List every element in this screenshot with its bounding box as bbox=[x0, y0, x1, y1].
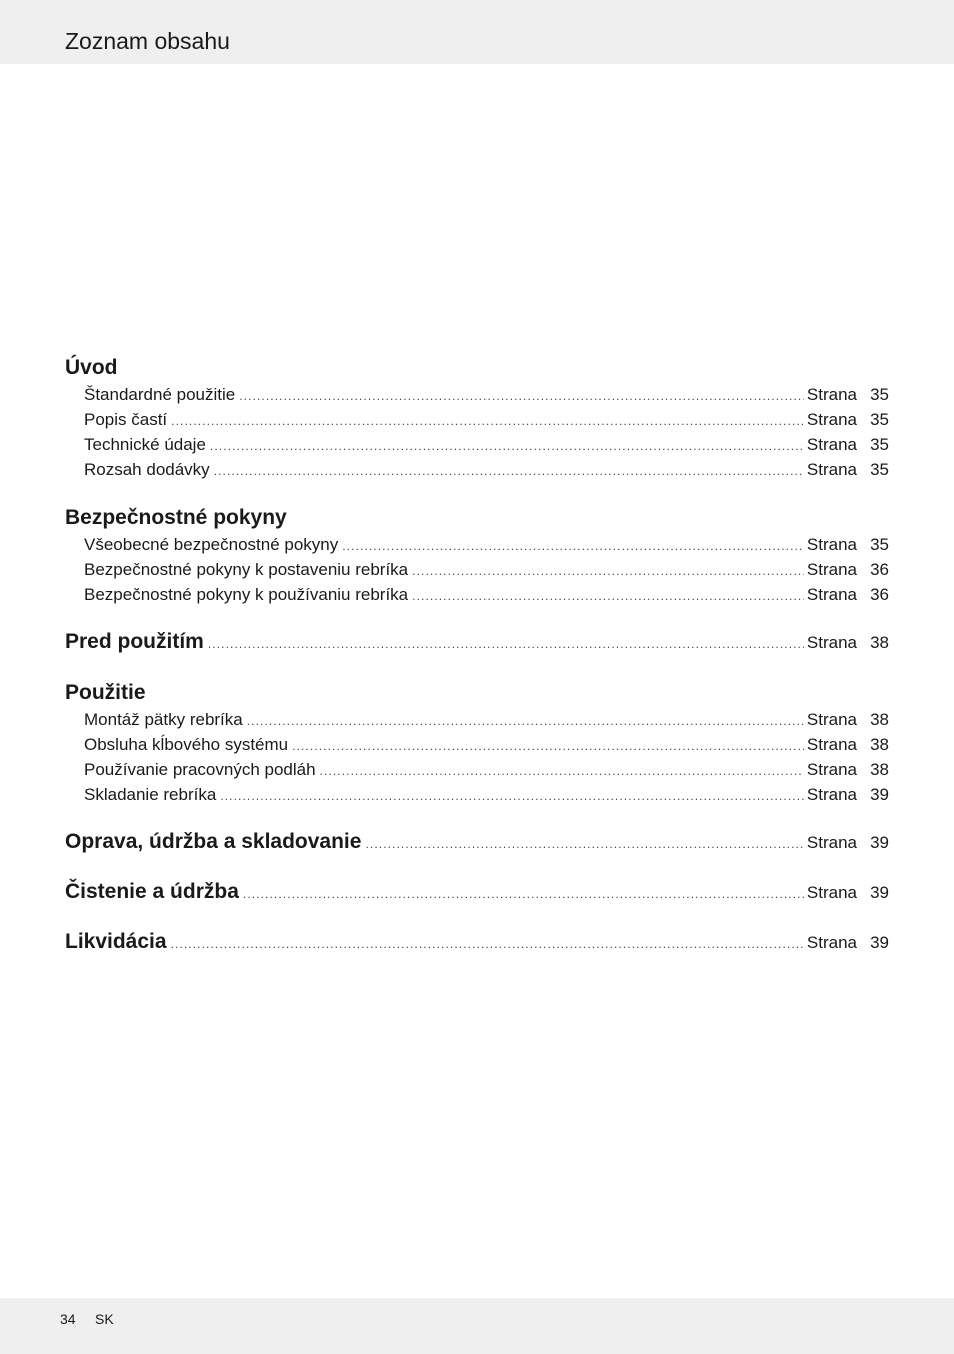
toc-entry[interactable] bbox=[84, 409, 889, 432]
toc-entry[interactable] bbox=[84, 384, 889, 407]
section-heading-pouzitie: Použitie bbox=[65, 681, 146, 704]
page-number: 38 bbox=[870, 735, 889, 754]
toc-section-label: Likvidácia bbox=[65, 930, 167, 953]
dot-leader bbox=[239, 385, 804, 407]
toc-entry-label: Popis častí bbox=[84, 410, 168, 429]
toc-section-entry-pred-pouzitim[interactable] bbox=[65, 631, 889, 655]
toc-entry[interactable] bbox=[84, 534, 889, 557]
page-prefix: Strana bbox=[806, 460, 857, 479]
dot-leader bbox=[342, 535, 804, 557]
footer-page-number: 34 bbox=[60, 1311, 76, 1327]
page-number: 39 bbox=[870, 883, 889, 902]
dot-leader bbox=[214, 460, 804, 482]
page-prefix: Strana bbox=[806, 535, 857, 554]
page-title: Zoznam obsahu bbox=[65, 28, 230, 54]
dot-leader bbox=[243, 883, 804, 905]
toc-entry[interactable] bbox=[84, 559, 889, 582]
page-number: 35 bbox=[870, 385, 889, 404]
page-prefix: Strana bbox=[806, 633, 857, 652]
page-prefix: Strana bbox=[806, 435, 857, 454]
page-prefix: Strana bbox=[806, 585, 857, 604]
toc-section-entry-oprava[interactable] bbox=[65, 831, 889, 855]
toc-entry-label: Používanie pracovných podláh bbox=[84, 760, 316, 779]
toc-entry-label: Bezpečnostné pokyny k používaniu rebríka bbox=[84, 585, 409, 604]
toc-entry[interactable] bbox=[84, 584, 889, 607]
page-number: 38 bbox=[870, 710, 889, 729]
section-heading-bezpecnostne-pokyny: Bezpečnostné pokyny bbox=[65, 506, 287, 529]
page-prefix: Strana bbox=[806, 385, 857, 404]
page-prefix: Strana bbox=[806, 833, 857, 852]
page-number: 38 bbox=[870, 633, 889, 652]
footer-language-code: SK bbox=[95, 1311, 114, 1327]
page-number: 35 bbox=[870, 435, 889, 454]
page-number: 36 bbox=[870, 585, 889, 604]
page-number: 39 bbox=[870, 785, 889, 804]
toc-entry-label: Štandardné použitie bbox=[84, 385, 236, 404]
page-prefix: Strana bbox=[806, 560, 857, 579]
page-number: 35 bbox=[870, 460, 889, 479]
page-number: 38 bbox=[870, 760, 889, 779]
dot-leader bbox=[210, 435, 804, 457]
dot-leader bbox=[171, 410, 804, 432]
toc-section-label: Pred použitím bbox=[65, 630, 204, 653]
dot-leader bbox=[412, 560, 804, 582]
toc-entry[interactable] bbox=[84, 434, 889, 457]
page-number: 39 bbox=[870, 833, 889, 852]
toc-entry-label: Montáž pätky rebríka bbox=[84, 710, 243, 729]
footer-bar bbox=[0, 1298, 954, 1354]
toc-section-entry-cistenie[interactable] bbox=[65, 881, 889, 905]
toc-entry-label: Technické údaje bbox=[84, 435, 206, 454]
page-number: 35 bbox=[870, 535, 889, 554]
toc-entry[interactable] bbox=[84, 459, 889, 482]
page-prefix: Strana bbox=[806, 710, 857, 729]
page-prefix: Strana bbox=[806, 735, 857, 754]
toc-entry[interactable] bbox=[84, 784, 889, 807]
page-number: 39 bbox=[870, 933, 889, 952]
toc-entry[interactable] bbox=[84, 759, 889, 782]
toc-entry-label: Všeobecné bezpečnostné pokyny bbox=[84, 535, 339, 554]
dot-leader bbox=[320, 760, 804, 782]
toc-section-label: Oprava, údržba a skladovanie bbox=[65, 830, 362, 853]
dot-leader bbox=[208, 633, 804, 655]
dot-leader bbox=[220, 785, 804, 807]
toc-entry-label: Skladanie rebríka bbox=[84, 785, 217, 804]
dot-leader bbox=[412, 585, 804, 607]
toc-entry[interactable] bbox=[84, 734, 889, 757]
page-prefix: Strana bbox=[806, 410, 857, 429]
toc-section-entry-likvidacia[interactable] bbox=[65, 931, 889, 955]
page-prefix: Strana bbox=[806, 933, 857, 952]
dot-leader bbox=[171, 933, 804, 955]
page-prefix: Strana bbox=[806, 883, 857, 902]
page-prefix: Strana bbox=[806, 760, 857, 779]
page-number: 35 bbox=[870, 410, 889, 429]
toc-section-label: Čistenie a údržba bbox=[65, 880, 239, 903]
page-number: 36 bbox=[870, 560, 889, 579]
dot-leader bbox=[247, 710, 804, 732]
toc-entry-label: Obsluha kĺbového systému bbox=[84, 735, 289, 754]
toc-entry-label: Rozsah dodávky bbox=[84, 460, 210, 479]
dot-leader bbox=[365, 833, 803, 855]
toc-entry-label: Bezpečnostné pokyny k postaveniu rebríka bbox=[84, 560, 409, 579]
page-prefix: Strana bbox=[806, 785, 857, 804]
section-heading-uvod: Úvod bbox=[65, 356, 118, 379]
toc-entry[interactable] bbox=[84, 709, 889, 732]
dot-leader bbox=[292, 735, 804, 757]
